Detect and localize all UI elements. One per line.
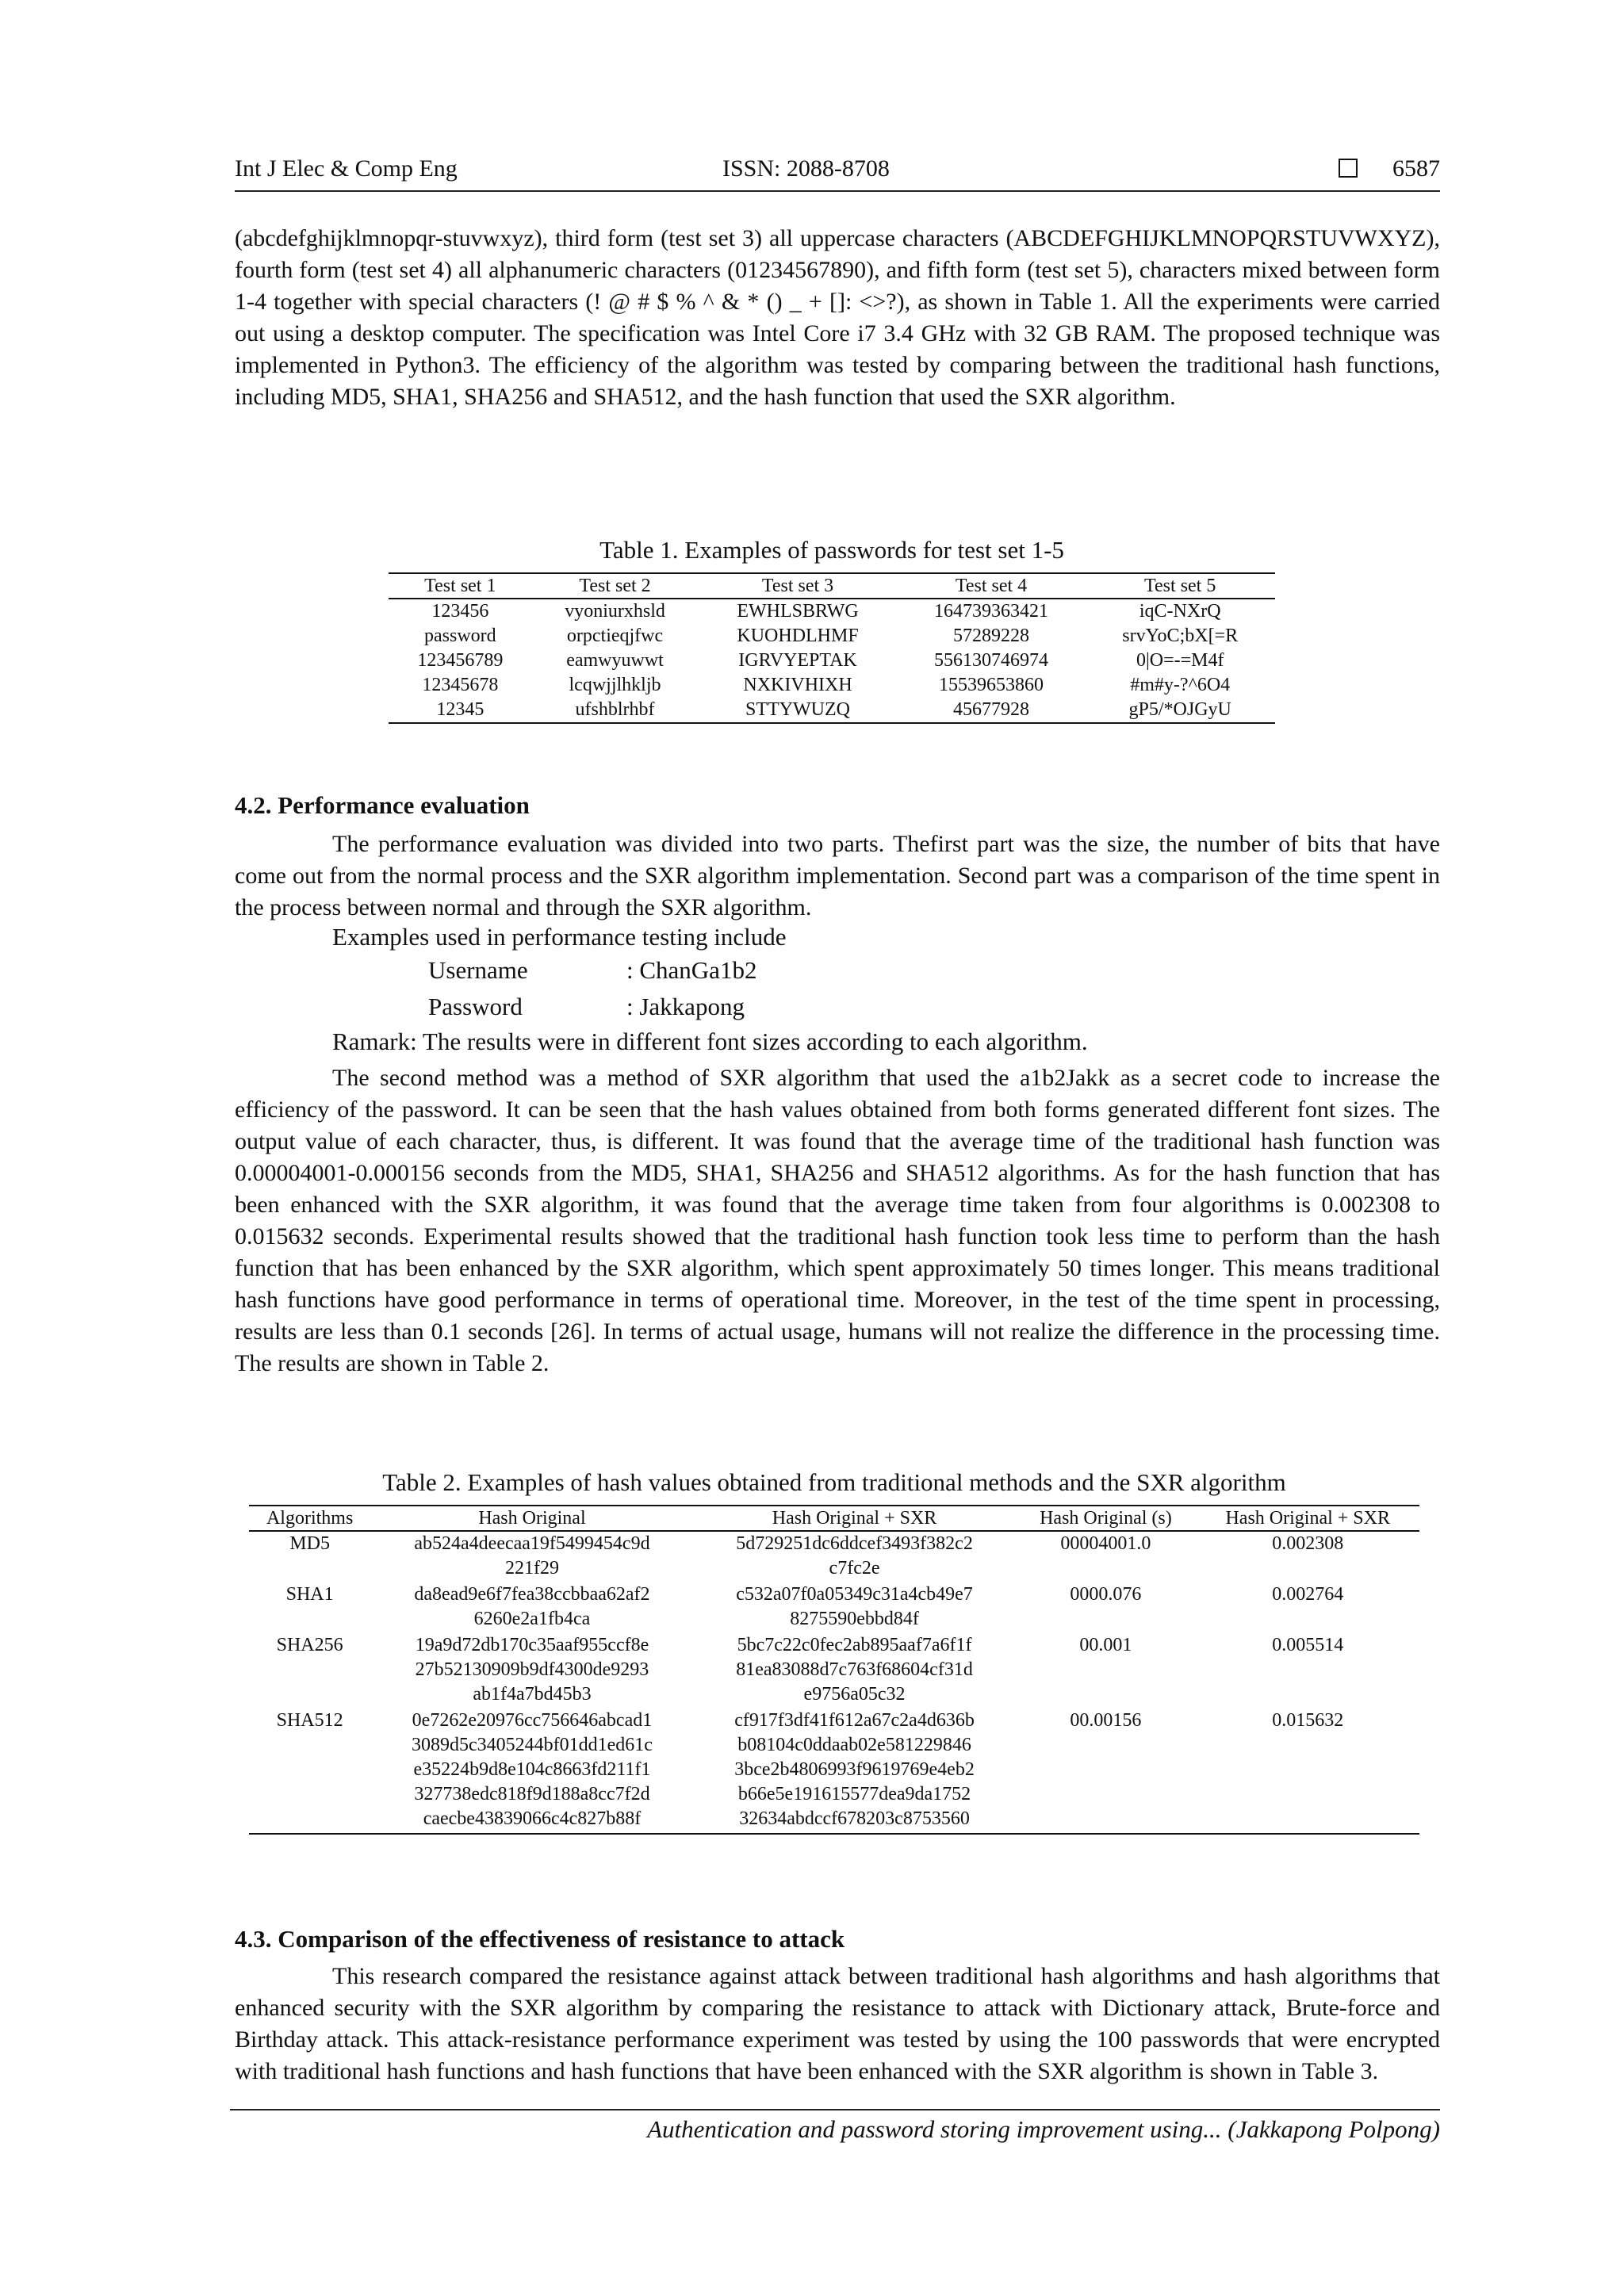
- table-cell: 15539653860: [939, 675, 1044, 695]
- time-original-cell: 0000.076: [1070, 1584, 1142, 1605]
- time-original-cell: 00.001: [1079, 1635, 1132, 1655]
- table1-header-cell: Test set 5: [1144, 576, 1216, 596]
- square-bullet-icon: [1339, 159, 1358, 178]
- table1-header-cell: Test set 1: [424, 576, 496, 596]
- table2-header-row: [249, 1506, 1419, 1531]
- hash-line: 8275590ebbd84f: [790, 1609, 919, 1629]
- hash-line: e9756a05c32: [803, 1684, 906, 1705]
- table2: [249, 1505, 1419, 1835]
- table-cell: password: [424, 626, 496, 646]
- running-footer: [230, 2109, 1440, 2144]
- table-cell: 45677928: [953, 699, 1030, 720]
- section-heading-4-3: 4.3. Comparison of the effectiveness of resistance to attack: [235, 1925, 845, 1953]
- hash-line: 6260e2a1fb4ca: [473, 1609, 591, 1629]
- table1-header-cell: Test set 4: [955, 576, 1028, 596]
- intro-paragraph: (abcdefghijklmnopqr-stuvwxyz), third form (test set 3) all uppercase characters (ABCDEFGHIJKLMNOPQRSTUVWXYZ), fourth form (test set 4) all alphanumeric characters (01234567890), and fifth form (test set 5), characters mixed between form 1-4 together with special characters (! @ # $ % ^ & * () _ + []: <>?), as shown in Table 1. All the experiments were carried out using a desktop computer. The specification was Intel Core i7 3.4 GHz with 32 GB RAM. The proposed technique was implemented in Python3. The efficiency of the algorithm was tested by comparing between the traditional hash functions, including MD5, SHA1, SHA256 and SHA512, and the hash function that used the SXR algorithm.: [235, 225, 1440, 410]
- password-value: : Jakkapong: [626, 993, 745, 1020]
- table-row: [389, 599, 1275, 624]
- table-row: [389, 624, 1275, 649]
- table-cell: gP5/*OJGyU: [1128, 699, 1231, 720]
- hash-line: e35224b9d8e104c8663fd211f1: [413, 1759, 651, 1780]
- algorithm-cell: SHA1: [285, 1584, 334, 1605]
- hash-line: c532a07f0a05349c31a4cb49e7: [736, 1584, 973, 1605]
- table-cell: #m#y-?^6O4: [1130, 675, 1231, 695]
- remark: Ramark: The results were in different font sizes according to each algorithm.: [332, 1027, 1088, 1055]
- table-cell: EWHLSBRWG: [737, 601, 859, 622]
- table-cell: 0|O=-=M4f: [1136, 650, 1224, 671]
- hash-line: 5bc7c22c0fec2ab895aaf7a6f1f: [737, 1635, 972, 1655]
- table2-body: [249, 1531, 1419, 1834]
- running-title: Authentication and password storing improvement using... (Jakkapong Polpong): [647, 2115, 1440, 2143]
- table-row: [389, 698, 1275, 723]
- table-cell: iqC-NXrQ: [1139, 601, 1221, 622]
- username-label: Username: [428, 956, 528, 984]
- issn: ISSN: 2088-8708: [722, 155, 890, 182]
- table-cell: eamwyuwwt: [566, 650, 664, 671]
- algorithm-cell: MD5: [289, 1533, 330, 1554]
- hash-sxr-cell: [694, 1531, 1016, 1582]
- hash-line: b08104c0ddaab02e581229846: [737, 1735, 971, 1755]
- hash-original-cell: [370, 1633, 693, 1709]
- hash-line: 19a9d72db170c35aaf955ccf8e: [415, 1635, 649, 1655]
- hash-line: c7fc2e: [829, 1558, 880, 1578]
- hash-line: b66e5e191615577dea9da1752: [737, 1784, 971, 1804]
- username-row: [428, 956, 757, 985]
- table-cell: IGRVYEPTAK: [738, 650, 857, 671]
- table-cell: 123456789: [417, 650, 504, 671]
- table1-header-row: [389, 573, 1275, 599]
- hash-line: ab1f4a7bd45b3: [473, 1684, 592, 1705]
- running-header: [235, 155, 1440, 192]
- section42-para2-block: [235, 1062, 1440, 1380]
- time-original-cell: 00004001.0: [1060, 1533, 1151, 1554]
- table-row: [389, 649, 1275, 673]
- hash-line: 221f29: [504, 1558, 559, 1578]
- table-cell: 123456: [431, 601, 489, 622]
- hash-original-cell: [370, 1531, 693, 1582]
- table-cell: STTYWUZQ: [745, 699, 851, 720]
- time-sxr-cell: 0.005514: [1272, 1635, 1344, 1655]
- hash-sxr-cell: [694, 1709, 1016, 1834]
- hash-line: 32634abdccf678203c8753560: [739, 1808, 970, 1829]
- section42-para1: The performance evaluation was divided into two parts. Thefirst part was the size, the number of bits that have come out from the normal process and the SXR algorithm implementation. Second part was a comparison of the time spent in the process between normal and through the SXR algorithm.: [235, 831, 1440, 920]
- section42-para2: The second method was a method of SXR algorithm that used the a1b2Jakk as a secret code to increase the efficiency of the password. It can be seen that the hash values obtained from both forms generated different font sizes. The output value of each character, thus, is different. It was found that the average time of the traditional hash function was 0.00004001-0.000156 seconds from the MD5, SHA1, SHA256 and SHA512 algorithms. As for the hash function that has been enhanced with the SXR algorithm, it was found that the average time taken from four algorithms is 0.002308 to 0.015632 seconds. Experimental results showed that the traditional hash function took less time to perform than the hash function that has been enhanced by the SXR algorithm, which spent approximately 50 times longer. This means traditional hash functions have good performance in terms of operational time. Moreover, in the test of the time spent in processing, results are less than 0.1 seconds [26]. In terms of actual usage, humans will not realize the difference in the processing time. The results are shown in Table 2.: [235, 1065, 1440, 1376]
- table1-caption: Table 1. Examples of passwords for test set 1-5: [599, 536, 1064, 564]
- table-cell: ufshblrhbf: [575, 699, 655, 720]
- table-cell: 164739363421: [934, 601, 1049, 622]
- table1: [389, 572, 1275, 724]
- time-original-cell: 00.00156: [1070, 1710, 1142, 1731]
- hash-original-cell: [370, 1582, 693, 1633]
- intro-paragraph-block: [235, 223, 1440, 413]
- hash-line: 0e7262e20976cc756646abcad1: [412, 1710, 653, 1731]
- table-cell: NXKIVHIXH: [743, 675, 852, 695]
- table-row: [249, 1582, 1419, 1633]
- table-cell: vyoniurxhsld: [565, 601, 665, 622]
- algorithm-cell: SHA512: [276, 1710, 343, 1731]
- hash-line: caecbe43839066c4c827b88f: [423, 1808, 642, 1829]
- table-cell: lcqwjjlhkljb: [569, 675, 661, 695]
- time-sxr-cell: 0.002764: [1272, 1584, 1344, 1605]
- table2-header-cell: Hash Original + SXR: [772, 1508, 937, 1529]
- section42-para1-block: [235, 828, 1440, 924]
- time-sxr-cell: 0.015632: [1272, 1710, 1344, 1731]
- section43-para: This research compared the resistance against attack between traditional hash algorithms and hash algorithms that enhanced security with the SXR algorithm by comparing the resistance to attack with Dictionary attack, Brute-force and Birthday attack. This attack-resistance performance experiment was tested by using the 100 passwords that were encrypted with traditional hash functions and hash functions that have been enhanced with the SXR algorithm is shown in Table 3.: [235, 1963, 1440, 2084]
- section43-para-block: [235, 1961, 1440, 2087]
- table-cell: 57289228: [953, 626, 1030, 646]
- table1-header-cell: Test set 2: [579, 576, 651, 596]
- hash-line: ab524a4deecaa19f5499454c9d: [414, 1533, 650, 1554]
- table-row: [249, 1709, 1419, 1834]
- table2-caption: Table 2. Examples of hash values obtained from traditional methods and the SXR algorithm: [382, 1468, 1286, 1496]
- hash-original-cell: [370, 1709, 693, 1834]
- table2-header-cell: Hash Original (s): [1040, 1508, 1172, 1529]
- hash-line: 3089d5c3405244bf01dd1ed61c: [411, 1735, 653, 1755]
- examples-intro: Examples used in performance testing include: [332, 923, 787, 951]
- page-number-block: [1339, 155, 1440, 182]
- table1-header-cell: Test set 3: [761, 576, 834, 596]
- username-value: : ChanGa1b2: [626, 956, 757, 984]
- hash-line: 27b52130909b9df4300de9293: [415, 1659, 649, 1680]
- journal-name: Int J Elec & Comp Eng: [235, 155, 458, 182]
- algorithm-cell: SHA256: [276, 1635, 343, 1655]
- table2-header-cell: Algorithms: [266, 1508, 354, 1529]
- hash-sxr-cell: [694, 1633, 1016, 1709]
- table-cell: srvYoC;bX[=R: [1122, 626, 1239, 646]
- table-cell: orpctieqjfwc: [566, 626, 664, 646]
- hash-line: cf917f3df41f612a67c2a4d636b: [734, 1710, 975, 1731]
- table-row: [389, 673, 1275, 698]
- hash-sxr-cell: [694, 1582, 1016, 1633]
- table-cell: 12345678: [422, 675, 499, 695]
- table2-header-cell: Hash Original + SXR: [1225, 1508, 1390, 1529]
- table1-body: [389, 599, 1275, 723]
- section-heading-4-2: 4.2. Performance evaluation: [235, 791, 530, 819]
- password-row: [428, 993, 745, 1021]
- table-row: [249, 1531, 1419, 1582]
- password-label: Password: [428, 993, 523, 1020]
- hash-line: 5d729251dc6ddcef3493f382c2: [736, 1533, 973, 1554]
- table-cell: KUOHDLHMF: [737, 626, 859, 646]
- hash-line: da8ead9e6f7fea38ccbbaa62af2: [414, 1584, 650, 1605]
- hash-line: 327738edc818f9d188a8cc7f2d: [414, 1784, 650, 1804]
- table-row: [249, 1633, 1419, 1709]
- page-number: 6587: [1392, 155, 1440, 182]
- hash-line: 81ea83088d7c763f68604cf31d: [736, 1659, 973, 1680]
- time-sxr-cell: 0.002308: [1272, 1533, 1344, 1554]
- table2-header-cell: Hash Original: [478, 1508, 586, 1529]
- table-cell: 556130746974: [934, 650, 1049, 671]
- table-cell: 12345: [436, 699, 485, 720]
- hash-line: 3bce2b4806993f9619769e4eb2: [734, 1759, 975, 1780]
